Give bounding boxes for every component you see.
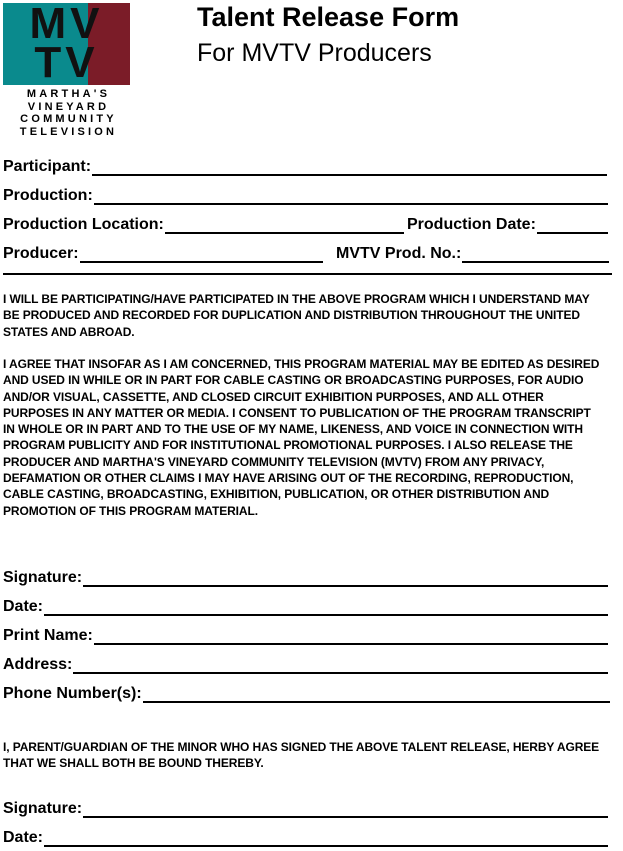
guardian-signature-label: Signature:	[3, 800, 83, 817]
print-name-label: Print Name:	[3, 627, 93, 644]
page-title: Talent Release Form	[197, 2, 460, 32]
guardian-signature-line[interactable]	[83, 800, 608, 818]
participant-field[interactable]	[3, 152, 607, 176]
address-line[interactable]	[73, 656, 608, 674]
print-name-field[interactable]	[3, 621, 608, 645]
logo-line: COMMUNITY	[20, 113, 117, 125]
participant-line[interactable]	[92, 158, 607, 176]
prod-no-line[interactable]	[462, 245, 609, 263]
phone-label: Phone Number(s):	[3, 685, 142, 702]
signature-line[interactable]	[83, 569, 608, 587]
signature-label: Signature:	[3, 569, 83, 586]
prod-no-label: MVTV Prod. No.:	[336, 245, 462, 262]
mvtv-logo	[3, 3, 134, 140]
guardian-date-label: Date:	[3, 829, 44, 846]
address-field[interactable]	[3, 650, 608, 674]
section-divider	[3, 273, 612, 275]
production-field[interactable]	[3, 181, 608, 205]
guardian-paragraph: I, PARENT/GUARDIAN OF THE MINOR WHO HAS SIGNED THE ABOVE TALENT RELEASE, HERBY AGREE THAT WE SHALL BOTH BE BOUND THEREBY.	[3, 740, 600, 771]
logo-tv-text: TV	[34, 38, 99, 85]
production-date-field[interactable]	[407, 210, 608, 234]
production-location-field[interactable]	[3, 210, 404, 234]
page-subtitle: For MVTV Producers	[197, 39, 432, 67]
date-line[interactable]	[44, 598, 608, 616]
production-date-line[interactable]	[537, 216, 608, 234]
participation-paragraph: I WILL BE PARTICIPATING/HAVE PARTICIPATED IN THE ABOVE PROGRAM WHICH I UNDERSTAND MAY BE PRODUCED AND RECORDED FOR DUPLICATION AND DISTRIBUTION THROUGHOUT THE UNITED STATES AND ABROAD.	[3, 292, 590, 339]
logo-mv-text: MV	[29, 3, 104, 48]
logo-subtitle	[3, 88, 134, 138]
production-line[interactable]	[94, 187, 608, 205]
producer-field[interactable]	[3, 239, 323, 263]
address-label: Address:	[3, 656, 73, 673]
producer-line[interactable]	[80, 245, 323, 263]
logo-mark	[3, 3, 130, 85]
prod-no-field[interactable]	[336, 239, 609, 263]
logo-line: MARTHA'S	[26, 88, 111, 100]
production-location-line[interactable]	[165, 216, 404, 234]
guardian-date-field[interactable]	[3, 823, 608, 847]
print-name-line[interactable]	[94, 627, 608, 645]
date-field[interactable]	[3, 592, 608, 616]
logo-line: TELEVISION	[19, 125, 118, 138]
signature-field[interactable]	[3, 563, 608, 587]
participant-label: Participant:	[3, 158, 92, 175]
date-label: Date:	[3, 598, 44, 615]
production-date-label: Production Date:	[407, 216, 536, 233]
guardian-date-line[interactable]	[44, 829, 608, 847]
phone-line[interactable]	[143, 685, 610, 703]
phone-field[interactable]	[3, 679, 610, 703]
production-location-label: Production Location:	[3, 216, 164, 233]
guardian-signature-field[interactable]	[3, 794, 608, 818]
producer-label: Producer:	[3, 245, 79, 262]
logo-line: VINEYARD	[27, 100, 110, 113]
consent-paragraph: I AGREE THAT INSOFAR AS I AM CONCERNED, THIS PROGRAM MATERIAL MAY BE EDITED AS DESIRED AND USED IN WHILE OR IN PART FOR CABLE CASTING OR BROADCASTING PURPOSES, FOR AUDIO AND/OR VISUAL, CASSETTE, AND CLOSED CIRCUIT EXHIBITION PURPOSES, AND ALL OTHER PURPOSES IN ANY MATTER OR MEDIA. I CONSENT TO PUBLICATION OF THE PROGRAM TRANSCRIPT IN WHOLE OR IN PART AND TO THE USE OF MY NAME, LIKENESS, AND VOICE IN CONNECTION WITH PROGRAM PUBLICITY AND FOR INSTITUTIONAL PROMOTIONAL PURPOSES. I ALSO RELEASE THE PRODUCER AND MARTHA'S VINEYARD COMMUNITY TELEVISION (MVTV) FROM ANY PRIVACY, DEFAMATION OR OTHER CLAIMS I MAY HAVE ARISING OUT OF THE RECORDING, REPRODUCTION, CABLE CASTING, BROADCASTING, EXHIBITION, PUBLICATION, OR OTHER DISTRIBUTION AND PROMOTION OF THIS PROGRAM MATERIAL.	[3, 357, 600, 518]
production-label: Production:	[3, 187, 93, 204]
